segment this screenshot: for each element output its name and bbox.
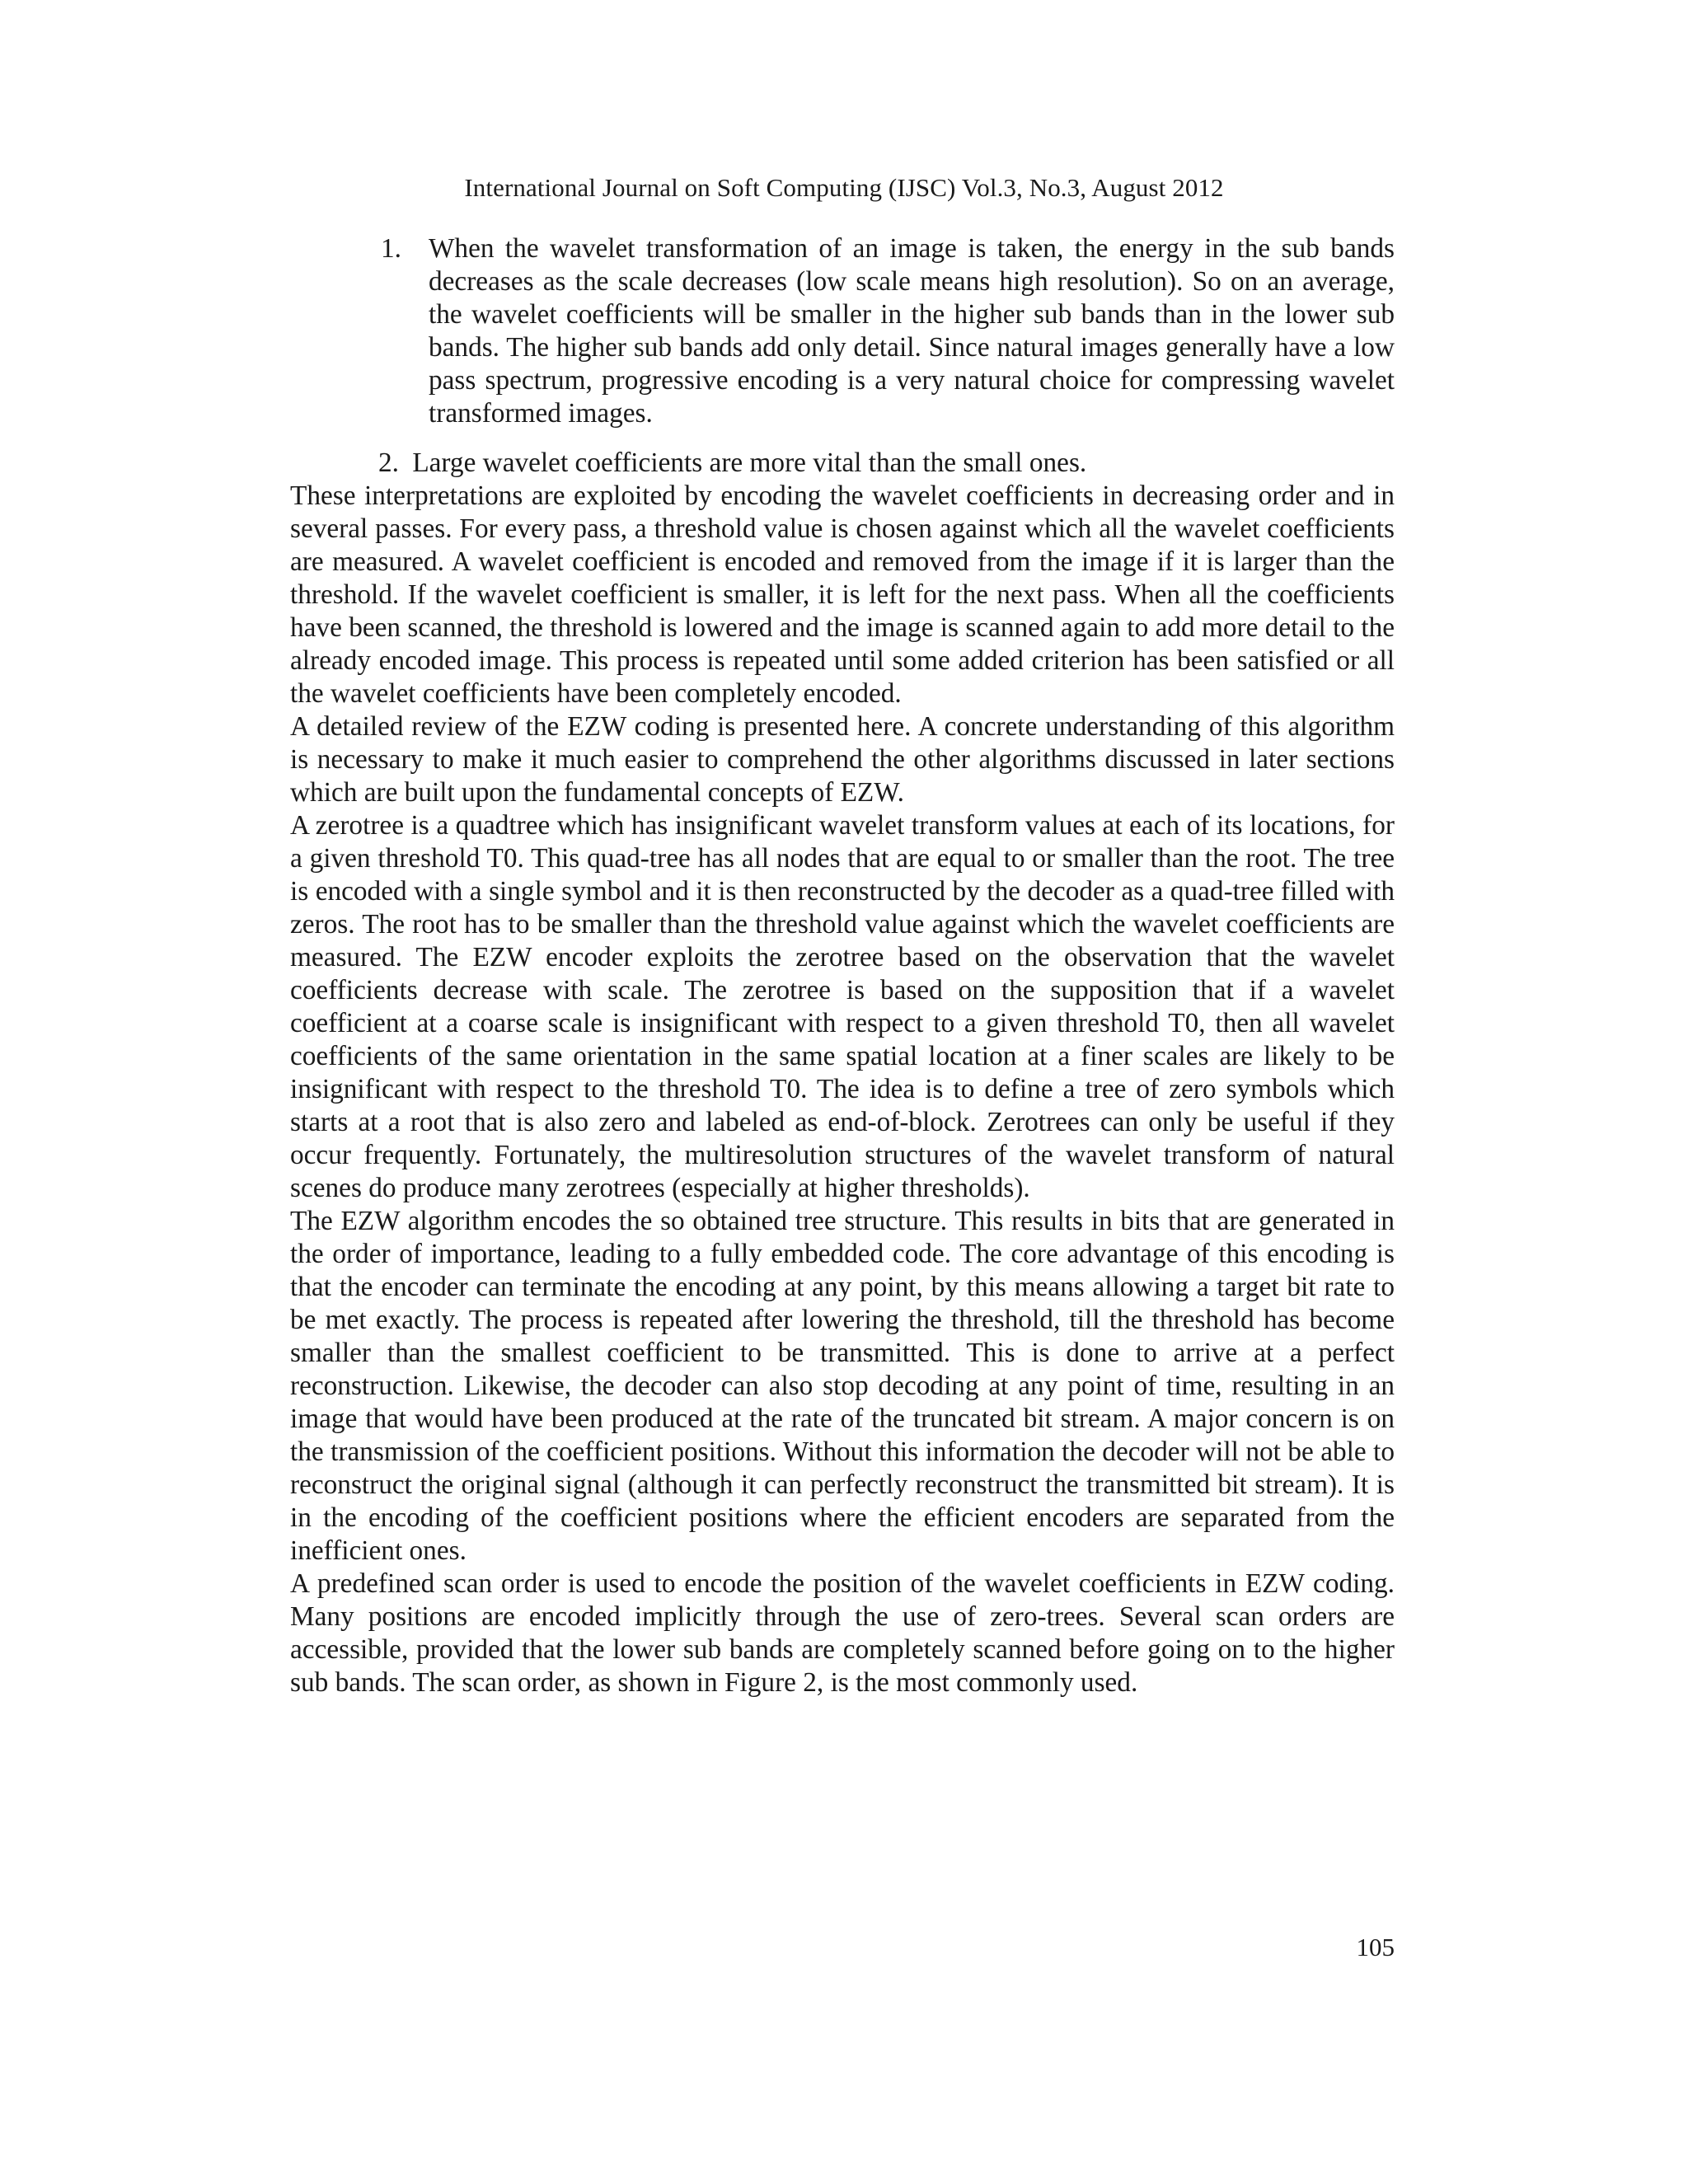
numbered-list <box>290 232 1395 480</box>
list-item-number: 1. <box>381 233 401 264</box>
body-text <box>290 232 1395 1699</box>
paragraph-ezw-review: A detailed review of the EZW coding is presented here. A concrete understanding of this algorithm is necessary to make it much easier to comprehend the other algorithms discussed in later sections which are built upon the fundamental concepts of EZW. <box>290 711 1395 808</box>
paragraph-interpretations: These interpretations are exploited by encoding the wavelet coefficients in decreasing order and in several passes. For every pass, a threshold value is chosen against which all the wavelet coefficients are measured. A wavelet coefficient is encoded and removed from the image if it is larger than the threshold. If the wavelet coefficient is smaller, it is left for the next pass. When all the coefficients have been scanned, the threshold is lowered and the image is scanned again to add more detail to the already encoded image. This process is repeated until some added criterion has been satisfied or all the wavelet coefficients have been completely encoded. <box>290 480 1395 709</box>
paragraph-zerotree: A zerotree is a quadtree which has insignificant wavelet transform values at each of its locations, for a given threshold T0. This quad-tree has all nodes that are equal to or smaller than the root. The tree is encoded with a single symbol and it is then reconstructed by the decoder as a quad-tree filled with zeros. The root has to be smaller than the threshold value against which the wavelet coefficients are measured. The EZW encoder exploits the zerotree based on the observation that the wavelet coefficients decrease with scale. The zerotree is based on the supposition that if a wavelet coefficient at a coarse scale is insignificant with respect to a given threshold T0, then all wavelet coefficients of the same orientation in the same spatial location at a finer scales are likely to be insignificant with respect to the threshold T0. The idea is to define a tree of zero symbols which starts at a root that is also zero and labeled as end-of-block. Zerotrees can only be useful if they occur frequently. Fortunately, the multiresolution structures of the wavelet transform of natural scenes do produce many zerotrees (especially at higher thresholds). <box>290 810 1395 1203</box>
list-item-text: Large wavelet coefficients are more vital than the small ones. <box>412 448 1087 478</box>
paragraph-scan-order: A predefined scan order is used to encode the position of the wavelet coefficients in EZW coding. Many positions are encoded implicitly through the use of zero-trees. Several scan orders are accessible, provided that the lower sub bands are completely scanned before going on to the higher sub bands. The scan order, as shown in Figure 2, is the most commonly used. <box>290 1568 1395 1698</box>
page-number: 105 <box>1356 1933 1395 1961</box>
list-item <box>381 232 1395 430</box>
list-item-number: 2. <box>378 448 399 478</box>
list-item <box>378 447 1395 480</box>
running-header: International Journal on Soft Computing (IJSC) Vol.3, No.3, August 2012 <box>464 173 1224 202</box>
paragraph-ezw-algorithm: The EZW algorithm encodes the so obtained tree structure. This results in bits that are generated in the order of importance, leading to a fully embedded code. The core advantage of this encoding is that the encoder can terminate the encoding at any point, by this means allowing a target bit rate to be met exactly. The process is repeated after lowering the threshold, till the threshold has become smaller than the smallest coefficient to be transmitted. This is done to arrive at a perfect reconstruction. Likewise, the decoder can also stop decoding at any point of time, resulting in an image that would have been produced at the rate of the truncated bit stream. A major concern is on the transmission of the coefficient positions. Without this information the decoder will not be able to reconstruct the original signal (although it can perfectly reconstruct the transmitted bit stream). It is in the encoding of the coefficient positions where the efficient encoders are separated from the inefficient ones. <box>290 1206 1395 1566</box>
list-item-text: When the wavelet transformation of an image is taken, the energy in the sub bands decreases as the scale decreases (low scale means high resolution). So on an average, the wavelet coefficients will be smaller in the higher sub bands than in the lower sub bands. The higher sub bands add only detail. Since natural images generally have a low pass spectrum, progressive encoding is a very natural choice for compressing wavelet transformed images. <box>429 233 1395 429</box>
